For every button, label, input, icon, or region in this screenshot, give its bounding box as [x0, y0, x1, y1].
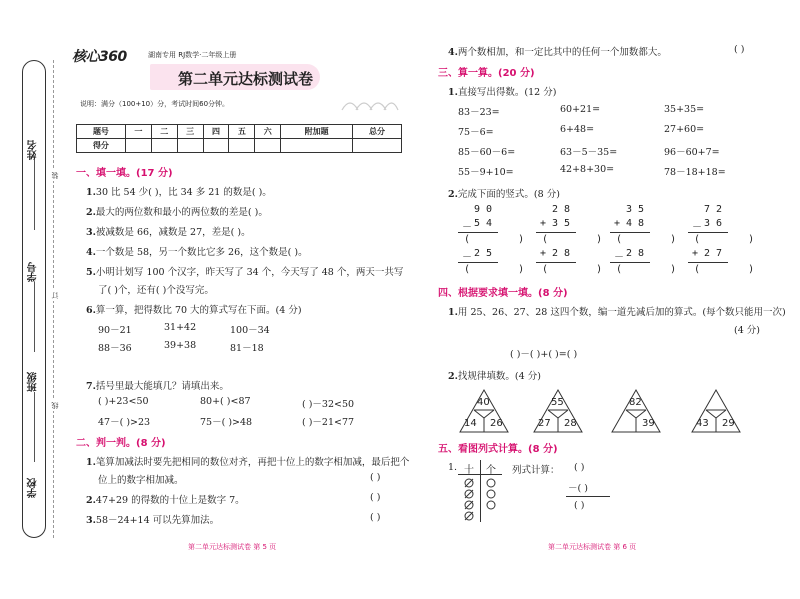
answer-paren[interactable]: ( )	[616, 234, 677, 245]
question-text: 完成下面的竖式。(8 分)	[457, 189, 560, 200]
brand-logo: 核心360	[72, 49, 127, 65]
triangle-number: 27	[538, 418, 551, 429]
answer-paren[interactable]: ( )	[542, 264, 603, 275]
question	[448, 186, 560, 200]
school-label: 学校	[28, 478, 39, 498]
vertical-operand: 9 0	[474, 204, 493, 215]
question-number: 6.	[86, 305, 96, 316]
page-footer: 第二单元达标测试卷 第 5 页	[188, 543, 277, 551]
question-text: 小明计划写 100 个汉字，昨天写了 34 个，今天写了 48 个，两天一共写	[95, 267, 404, 278]
section-title: 三、算一算。(20 分)	[438, 68, 535, 79]
question	[448, 84, 556, 98]
vertical-operator: +	[692, 248, 699, 259]
question	[86, 204, 268, 218]
vertical-operator: －	[614, 252, 624, 263]
pattern-triangle	[690, 388, 742, 434]
question-text: 括号里最大能填几？请填出来。	[95, 381, 229, 392]
score-cell: 附加题	[281, 125, 353, 139]
answer-paren[interactable]: ( )	[574, 500, 585, 511]
expression: 78－18+18=	[664, 167, 726, 178]
ones-label: 个	[486, 465, 496, 476]
score-input-cell[interactable]	[281, 139, 353, 153]
vertical-operand: 2 8	[626, 248, 645, 259]
question	[86, 264, 403, 278]
name-line	[34, 160, 35, 230]
score-input-cell[interactable]	[203, 139, 229, 153]
calc-label: 列式计算：	[512, 465, 560, 476]
question-number: 3.	[86, 227, 96, 238]
vertical-line	[610, 262, 650, 263]
answer-paren[interactable]: ( )	[370, 472, 381, 483]
question-number: 4.	[448, 47, 458, 58]
expression: 75－( )>48	[200, 417, 253, 428]
triangle-number: 43	[696, 418, 709, 429]
score-input-cell[interactable]	[125, 139, 151, 153]
seal-mark: 装	[51, 172, 59, 179]
triangle-number: 14	[464, 418, 477, 429]
place-value-chart	[458, 460, 502, 522]
triangle-number: 39	[642, 418, 655, 429]
expression: 75－6=	[458, 127, 494, 138]
question	[86, 184, 272, 198]
vertical-operator: －	[462, 252, 472, 263]
question-text: 58－24+14 可以先算加法。	[95, 515, 220, 526]
fill-expression[interactable]: ( )－( )+( )=( )	[510, 349, 578, 360]
question-text: 算一算，把得数比 70 大的算式写在下面。(4 分)	[95, 305, 302, 316]
question-number: 1.	[448, 307, 458, 318]
question-number: 2.	[86, 495, 96, 506]
vertical-operand: 2 5	[474, 248, 493, 259]
name-label: 姓名	[28, 140, 39, 160]
expression: 63－5－35=	[560, 147, 618, 158]
vertical-line	[536, 232, 576, 233]
question-number: 2.	[448, 189, 458, 200]
score-cell: 得分	[77, 139, 126, 153]
vertical-operator: +	[614, 218, 621, 229]
answer-paren[interactable]: ( )	[542, 234, 603, 245]
expression: 83－23=	[458, 107, 500, 118]
section-title: 四、根据要求填一填。(8 分)	[438, 288, 568, 299]
expression: 96－60+7=	[664, 147, 720, 158]
vertical-operand: 5 4	[474, 218, 493, 229]
answer-paren[interactable]: ( )	[370, 492, 381, 503]
vertical-operator: －	[692, 222, 702, 233]
question-text: 位上的数字相加减。	[98, 475, 184, 486]
expression: 88－36	[98, 343, 132, 354]
expression: 35+35=	[664, 104, 705, 115]
expression: ( )－32<50	[302, 399, 355, 410]
question	[86, 378, 229, 392]
question	[86, 492, 245, 506]
section-title: 二、判一判。(8 分)	[76, 438, 166, 449]
question-text: 用 25、26、27、28 这四个数，编一道先减后加的算式。(每个数只能用一次)	[457, 307, 786, 318]
question	[86, 224, 251, 238]
exam-note: 说明：满分（100+10）分，考试时间60分钟。	[80, 100, 230, 108]
vertical-line	[458, 232, 498, 233]
page-title: 第二单元达标测试卷	[178, 70, 314, 88]
triangle-number: 28	[564, 418, 577, 429]
expression: ( )+23<50	[98, 396, 149, 407]
points-label: (4 分)	[734, 325, 760, 336]
vertical-operand: 2 7	[704, 248, 723, 259]
question-number: 7.	[86, 381, 96, 392]
vertical-operator: +	[540, 218, 547, 229]
question	[86, 454, 409, 468]
page-footer: 第二单元达标测试卷 第 6 页	[548, 543, 637, 551]
score-cell: 二	[151, 125, 177, 139]
answer-paren[interactable]: ( )	[574, 462, 585, 473]
expression: 39+38	[164, 340, 197, 351]
question-text: 最大的两位数和最小的两位数的差是( )。	[95, 207, 268, 218]
question-text: 两个数相加，和一定比其中的任何一个加数都大。	[457, 47, 667, 58]
expression: 81－18	[230, 343, 264, 354]
answer-paren[interactable]: ( )	[694, 264, 755, 275]
crossed-circles-icon	[462, 478, 476, 522]
vertical-operand: 7 2	[704, 204, 723, 215]
triangle-number: 29	[722, 418, 735, 429]
expression: 6+48=	[560, 124, 595, 135]
calc-line	[566, 496, 610, 497]
question-number: 2.	[448, 371, 458, 382]
question-text: 了( )个，还有( )个没写完。	[98, 285, 214, 296]
score-input-cell[interactable]	[177, 139, 203, 153]
class-label: 班级	[28, 372, 39, 392]
score-cell: 一	[125, 125, 151, 139]
section-title: 五、看图列式计算。(8 分)	[438, 444, 558, 455]
student-id-label: 学号	[28, 262, 39, 282]
score-table-score-row	[77, 139, 402, 153]
score-table-header-row	[77, 125, 402, 139]
vertical-operator: －	[462, 222, 472, 233]
vertical-operand: 2 8	[552, 248, 571, 259]
question	[86, 302, 302, 316]
question-text: 笔算加减法时要先把相同的数位对齐，再把十位上的数字相加减，最后把个	[95, 457, 410, 468]
score-cell: 题号	[77, 125, 126, 139]
question-number: 1.	[448, 87, 458, 98]
question	[448, 304, 786, 318]
question-number: 4.	[86, 247, 96, 258]
score-input-cell[interactable]	[151, 139, 177, 153]
expression: ( )－21<77	[302, 417, 355, 428]
question-number: 3.	[86, 515, 96, 526]
question-number: 2.	[86, 207, 96, 218]
vertical-line	[536, 262, 576, 263]
score-input-cell[interactable]	[229, 139, 255, 153]
question-number: 5.	[86, 267, 96, 278]
triangle-number: 26	[490, 418, 503, 429]
question	[86, 512, 219, 526]
question-text: 47+29 的得数的十位上是数字 7。	[95, 495, 245, 506]
decoration-icon	[340, 94, 400, 112]
score-cell: 四	[203, 125, 229, 139]
answer-paren[interactable]: ( )	[734, 44, 745, 55]
answer-paren[interactable]: ( )	[370, 512, 381, 523]
question	[448, 368, 541, 382]
expression: 47－( )>23	[98, 417, 151, 428]
vertical-operand: 3 5	[552, 218, 571, 229]
score-input-cell[interactable]	[353, 139, 402, 153]
class-line	[34, 392, 35, 462]
expression: 85－60－6=	[458, 147, 516, 158]
section-title: 一、填一填。(17 分)	[76, 168, 173, 179]
expression: 27+60=	[664, 124, 705, 135]
vertical-operand: 4 8	[626, 218, 645, 229]
expression: 42+8+30=	[560, 164, 615, 175]
brand-subtitle: 湖南专用 RJ数学·二年级上册	[148, 51, 237, 59]
triangle-number: 55	[551, 397, 564, 408]
vertical-line	[458, 262, 498, 263]
answer-paren[interactable]: ( )	[694, 234, 755, 245]
vertical-operator: +	[540, 248, 547, 259]
score-cell: 五	[229, 125, 255, 139]
question-text: 找规律填数。(4 分)	[457, 371, 541, 382]
pattern-triangle	[532, 388, 584, 434]
vertical-line	[688, 232, 728, 233]
chart-divider	[480, 460, 481, 522]
answer-paren[interactable]: ( )	[464, 234, 525, 245]
circles-icon	[484, 478, 498, 512]
tens-label: 十	[464, 465, 474, 476]
expression: 100－34	[230, 325, 270, 336]
question-number: 1.	[448, 462, 458, 473]
question-number: 1.	[86, 187, 96, 198]
pattern-triangle	[458, 388, 510, 434]
answer-paren[interactable]: ( )	[464, 264, 525, 275]
expression: 60+21=	[560, 104, 601, 115]
question-text: 被减数是 66，减数是 27，差是( )。	[95, 227, 251, 238]
seal-mark: 订	[51, 292, 59, 299]
question-text: 一个数是 58，另一个数比它多 26，这个数是( )。	[95, 247, 308, 258]
question-number: 1.	[86, 457, 96, 468]
score-cell: 六	[255, 125, 281, 139]
question-text: 直接写出得数。(12 分)	[457, 87, 557, 98]
answer-paren[interactable]: ( )	[616, 264, 677, 275]
score-table	[76, 124, 402, 153]
triangle-number: 82	[629, 397, 642, 408]
question	[86, 244, 308, 258]
expression: 80+( )<87	[200, 396, 251, 407]
question-text: 30 比 54 少( )，比 34 多 21 的数是( )。	[95, 187, 272, 198]
vertical-operand: 3 6	[704, 218, 723, 229]
score-input-cell[interactable]	[255, 139, 281, 153]
vertical-line	[688, 262, 728, 263]
answer-paren[interactable]: －( )	[568, 483, 588, 494]
seal-mark: 线	[51, 402, 59, 409]
question	[448, 44, 667, 58]
vertical-operand: 3 5	[626, 204, 645, 215]
triangle-number: 40	[477, 397, 490, 408]
expression: 31+42	[164, 322, 197, 333]
vertical-operand: 2 8	[552, 204, 571, 215]
student-id-line	[34, 282, 35, 352]
score-cell: 三	[177, 125, 203, 139]
score-cell: 总分	[353, 125, 402, 139]
expression: 90－21	[98, 325, 132, 336]
pattern-triangle	[610, 388, 662, 434]
vertical-line	[610, 232, 650, 233]
expression: 55－9+10=	[458, 167, 514, 178]
